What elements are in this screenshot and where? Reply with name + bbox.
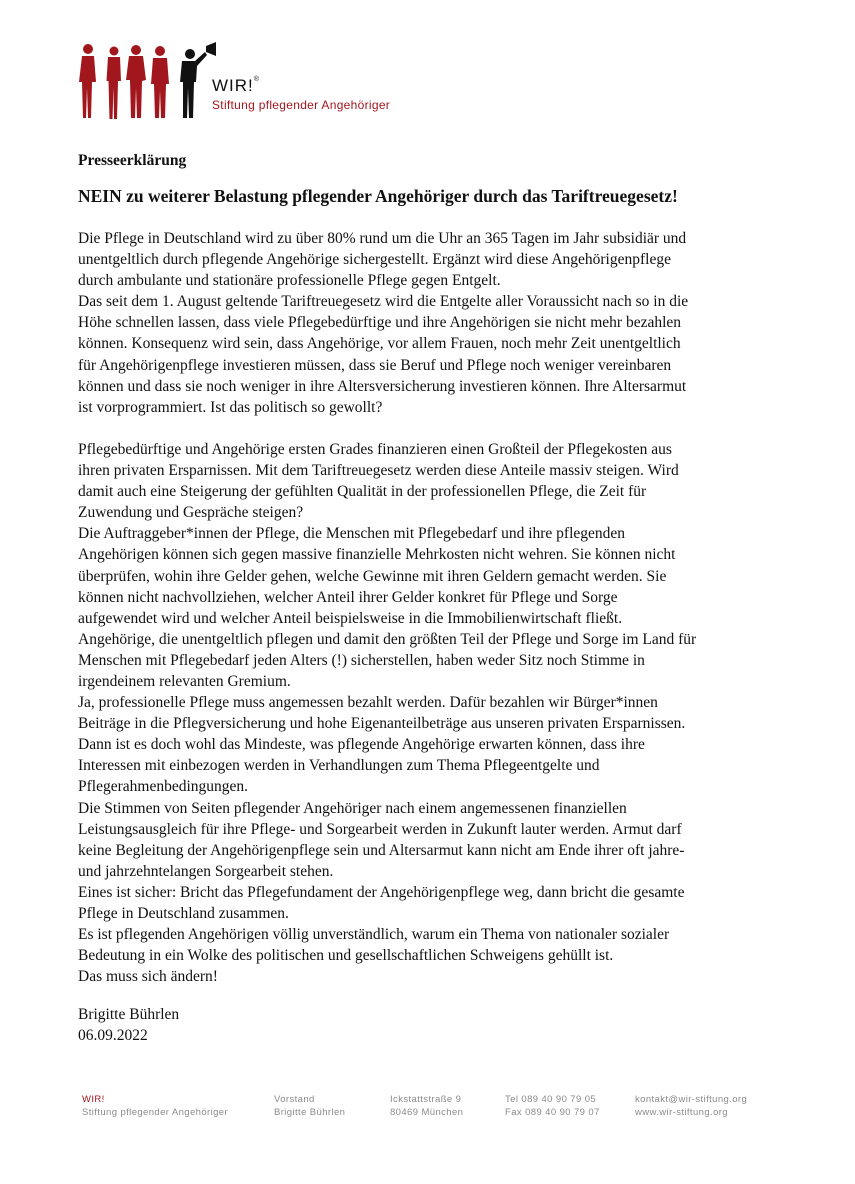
logo-subtitle: Stiftung pflegender Angehöriger — [212, 98, 391, 112]
body-line: unentgeltlich durch pflegende Angehörige sichergestellt. Ergänzt wird diese Angehörigenpflege — [78, 251, 671, 269]
footer-street: Ickstattstraße 9 — [390, 1094, 462, 1105]
body-line: für Angehörigenpflege investieren müssen, dass sie Beruf und Pflege noch weniger vereinbaren — [78, 356, 672, 374]
footer-board — [274, 1093, 345, 1119]
footer-board-name: Brigitte Bührlen — [274, 1107, 346, 1118]
footer-org-name: Stiftung pflegender Angehöriger — [82, 1107, 229, 1118]
logo-mark — [212, 76, 260, 96]
body-line: Pflege in Deutschland zusammen. — [78, 905, 289, 922]
body-line: irgendeinem relevanten Gremium. — [78, 672, 291, 690]
body-line: Angehörigen können sich gegen massive finanzielle Mehrkosten nicht wehren. Sie können nicht — [78, 546, 676, 564]
logo-mark-text: WIR! — [212, 76, 254, 95]
footer-tel: Tel 089 40 90 79 05 — [505, 1094, 597, 1105]
footer-board-label: Vorstand — [274, 1094, 315, 1105]
body-line: Menschen mit Pflegebedarf jeden Alters (!) sicherstellen, haben weder Sitz noch Stimme in — [78, 651, 645, 669]
signature-block — [78, 1004, 778, 1046]
body-line: aufgewendet wird und welcher Anteil beispielsweise in die Immobilienwirtschaft fließt. — [78, 609, 623, 627]
body-line: Dann ist es doch wohl das Mindeste, was pflegende Angehörige erwarten können, dass ihre — [78, 736, 645, 754]
body-line: ihren privaten Ersparnissen. Mit dem Tariftreuegesetz werden diese Anteile massiv steigen. Wird — [78, 462, 679, 480]
body-line: Ja, professionelle Pflege muss angemessen bezahlt werden. Dafür bezahlen wir Bürger*innen — [78, 694, 658, 712]
body-line: Interessen mit einbezogen werden in Verhandlungen zum Thema Pflegeentgelte und — [78, 757, 600, 775]
body-line: Leistungsausgleich für ihre Pflege- und Sorgearbeit werden in Zukunft lauter werden. Armut darf — [78, 820, 682, 838]
footer-org — [82, 1093, 228, 1119]
body-line: Pflegebedürftige und Angehörige ersten Grades finanzieren einen Großteil der Pflegekosten aus — [78, 440, 672, 458]
body-line: Die Stimmen von Seiten pflegender Angehöriger nach einem angemessenen finanziellen — [78, 799, 627, 817]
press-release — [78, 150, 778, 1047]
body-line: damit auch eine Steigerung der gefühlten Qualität in der professionellen Pflege, die Zeit für — [78, 483, 647, 501]
body-line: ist vorprogrammiert. Ist das politisch so gewollt? — [78, 398, 383, 416]
foundation-logo — [78, 40, 418, 130]
footer-contact — [635, 1093, 747, 1119]
body-line: keine Begleitung der Angehörigenpflege sein und Altersarmut kann nicht am Ende ihrer oft jahre- — [78, 841, 685, 859]
body-line: und jahrzehntelangen Sorgearbeit stehen. — [78, 862, 334, 880]
body-line: Beiträge in die Pflegversicherung und hohe Eigenanteilbeträge aus unseren privaten Ersparnissen. — [78, 715, 686, 733]
body-line: Pflegerahmenbedingungen. — [78, 778, 249, 796]
body-line: Die Auftraggeber*innen der Pflege, die Menschen mit Pflegebedarf und ihre pflegenden — [78, 525, 626, 543]
body-line: Eines ist sicher: Bricht das Pflegefundament der Angehörigenpflege weg, dann bricht die gesamte — [78, 883, 685, 901]
document-kicker: Presseerklärung — [78, 152, 187, 169]
people-figures-icon — [78, 40, 218, 130]
body-line: Angehörige, die unentgeltlich pflegen und damit den größten Teil der Pflege und Sorge im Land für — [78, 630, 697, 648]
body-line: Es ist pflegenden Angehörigen völlig unverständlich, warum ein Thema von nationaler sozialer — [78, 926, 670, 944]
footer-org-mark: WIR! — [82, 1094, 105, 1105]
body-line: können und dass sie noch weniger in ihre Altersversicherung investieren können. Ihre Altersarmut — [78, 377, 687, 395]
body-line: Zuwendung und Gespräche steigen? — [78, 504, 304, 522]
body-line: durch ambulante und stationäre professionelle Pflege gegen Entgelt. — [78, 272, 501, 290]
footer-phone — [505, 1093, 600, 1119]
body-line: Höhe schnellen lassen, dass viele Pflegebedürftige und ihre Angehörigen sie nicht mehr bezahlen — [78, 314, 682, 332]
footer-fax: Fax 089 40 90 79 07 — [505, 1107, 600, 1118]
body-line: können nicht nachvollziehen, welcher Anteil ihrer Gelder konkret für Pflege und Sorge — [78, 588, 618, 606]
body-line: überprüfen, wohin ihre Gelder gehen, welche Gewinne mit ihren Geldern gemacht werden. Sie — [78, 567, 667, 585]
footer-email-link[interactable]: kontakt@wir-stiftung.org — [635, 1094, 748, 1105]
registered-mark: ® — [253, 76, 260, 83]
letterhead-footer — [0, 1093, 855, 1123]
footer-city: 80469 München — [390, 1107, 464, 1118]
document-headline: NEIN zu weiterer Belastung pflegender Angehöriger durch das Tariftreuegesetz! — [78, 186, 678, 206]
body-line: Bedeutung in ein Wolke des politischen und gesellschaftlichen Schweigens gehüllt ist. — [78, 947, 614, 965]
body-line: Die Pflege in Deutschland wird zu über 80% rund um die Uhr an 365 Tagen im Jahr subsidiär und — [78, 230, 687, 247]
body-line: können. Konsequenz wird sein, dass Angehörige, vor allem Frauen, noch mehr Zeit unentgeltlich — [78, 335, 681, 353]
footer-address — [390, 1093, 463, 1119]
footer-web-link[interactable]: www.wir-stiftung.org — [635, 1107, 728, 1118]
body-line: Das seit dem 1. August geltende Tariftreuegesetz wird die Entgelte aller Voraussicht nach so in die — [78, 293, 689, 311]
document-body — [78, 228, 778, 987]
signature-date: 06.09.2022 — [78, 1027, 148, 1045]
paragraph-gap — [78, 418, 778, 439]
body-line: Das muss sich ändern! — [78, 968, 218, 986]
signature-name: Brigitte Bührlen — [78, 1006, 180, 1024]
